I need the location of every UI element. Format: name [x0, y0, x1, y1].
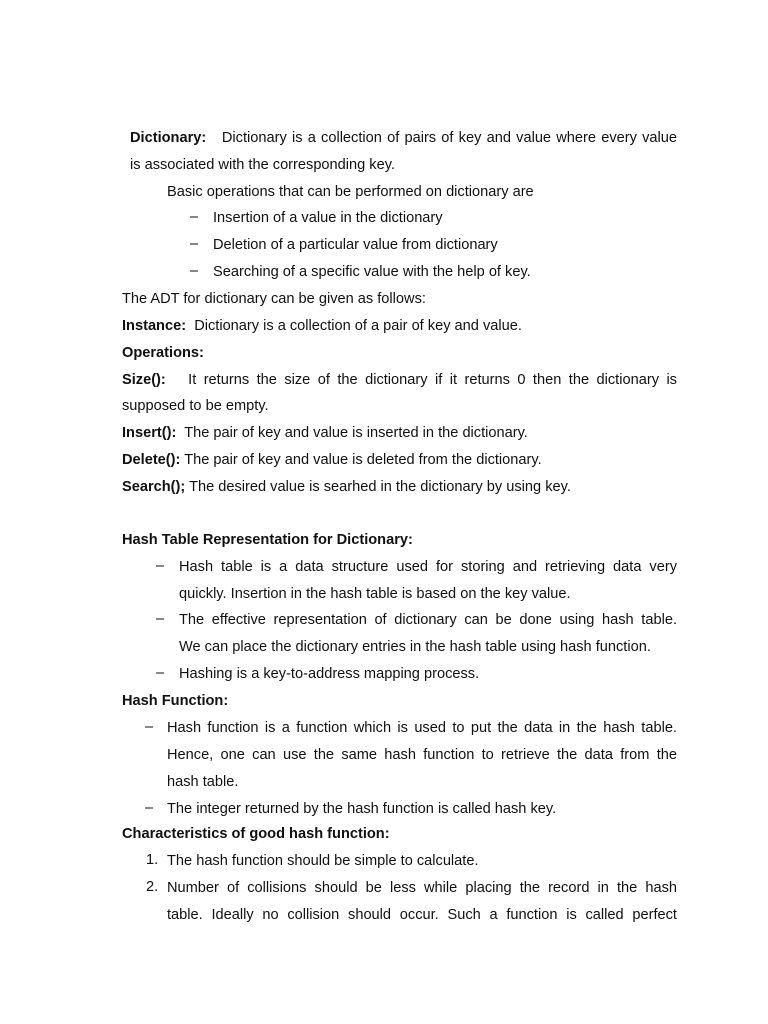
instance-text: Dictionary is a collection of a pair of key and value.: [194, 318, 522, 334]
list-number-2: 2.: [146, 879, 159, 895]
hash-function-bullet1-line3: hash table.: [167, 774, 239, 790]
size-text: It returns the size of the dictionary if it returns 0 then the dictionary is: [188, 372, 677, 388]
hash-function-bullet2: The integer returned by the hash function is called hash key.: [167, 801, 557, 817]
dash-bullet: –: [145, 800, 154, 816]
insert-text: The pair of key and value is inserted in the dictionary.: [184, 425, 528, 441]
hash-function-bullet1-line1: Hash function is a function which is used to put the data in the hash table.: [167, 720, 677, 736]
dash-bullet: –: [156, 558, 165, 574]
characteristics-heading: [122, 825, 390, 843]
basic-operations-intro: Basic operations that can be performed on dictionary are: [167, 184, 534, 200]
hash-table-bullet1-line2: quickly. Insertion in the hash table is based on the key value.: [179, 586, 571, 602]
delete-operation: [122, 451, 542, 469]
operations-heading-text: Operations:: [122, 345, 204, 361]
search-operation: [122, 478, 571, 496]
adt-instance: [122, 317, 522, 335]
characteristic-item2-line2: table. Ideally no collision should occur. Such a function is called perfect: [167, 907, 677, 923]
hash-function-bullet1-line2: Hence, one can use the same hash function to retrieve the data from the: [167, 747, 677, 763]
dictionary-definition-line2: is associated with the corresponding key.: [130, 157, 395, 173]
hash-table-bullet1-line1: Hash table is a data structure used for storing and retrieving data very: [179, 559, 677, 575]
characteristic-item1: The hash function should be simple to calculate.: [167, 853, 479, 869]
list-number-1: 1.: [146, 852, 159, 868]
dash-bullet: –: [190, 236, 199, 252]
hash-table-heading: [122, 531, 413, 549]
dash-bullet: –: [156, 611, 165, 627]
search-text: The desired value is searhed in the dictionary by using key.: [189, 479, 571, 495]
instance-term: Instance:: [122, 318, 187, 334]
adt-intro: The ADT for dictionary can be given as follows:: [122, 291, 426, 307]
dictionary-term: Dictionary:: [130, 130, 207, 146]
hash-table-heading-text: Hash Table Representation for Dictionary:: [122, 532, 413, 548]
operation-bullet-insertion: Insertion of a value in the dictionary: [213, 210, 443, 226]
insert-term: Insert():: [122, 425, 177, 441]
dictionary-definition-line1: [130, 129, 677, 147]
dash-bullet: –: [156, 665, 165, 681]
dash-bullet: –: [145, 719, 154, 735]
hash-table-bullet3: Hashing is a key-to-address mapping process.: [179, 666, 480, 682]
size-term: Size():: [122, 372, 166, 388]
delete-term: Delete():: [122, 452, 181, 468]
dash-bullet: –: [190, 209, 199, 225]
operation-bullet-deletion: Deletion of a particular value from dictionary: [213, 237, 498, 253]
operations-heading: [122, 344, 204, 362]
characteristic-item2-line1: Number of collisions should be less while placing the record in the hash: [167, 880, 677, 896]
hash-table-bullet2-line1: The effective representation of dictionary can be done using hash table.: [179, 612, 677, 628]
operation-bullet-searching: Searching of a specific value with the help of key.: [213, 264, 531, 280]
hash-function-heading: [122, 692, 228, 710]
characteristics-heading-text: Characteristics of good hash function:: [122, 826, 390, 842]
size-line2: supposed to be empty.: [122, 398, 269, 414]
delete-text: The pair of key and value is deleted from the dictionary.: [184, 452, 542, 468]
hash-table-bullet2-line2: We can place the dictionary entries in the hash table using hash function.: [179, 639, 651, 655]
dictionary-definition-text: Dictionary is a collection of pairs of key and value where every value: [221, 130, 678, 146]
search-term: Search();: [122, 479, 186, 495]
dash-bullet: –: [190, 263, 199, 279]
size-line1: [122, 371, 677, 389]
insert-operation: [122, 424, 528, 442]
hash-function-heading-text: Hash Function:: [122, 693, 229, 709]
